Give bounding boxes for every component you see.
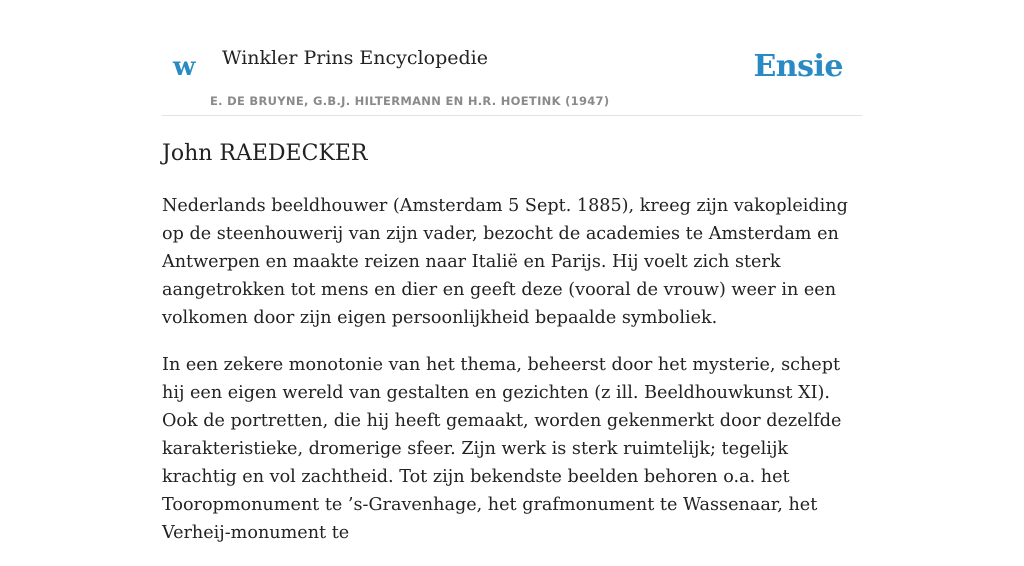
- entry-paragraph: In een zekere monotonie van het thema, beheerst door het mysterie, schept hij een eigen wereld van gestalten en gezichten (z ill. Beeldhouwkunst XI). Ook de portretten, die hij heeft gemaakt, worden gekenmerkt door dezelfde karakteristieke, dromerige sfeer. Zijn werk is sterk ruimtelijk; tegelijk krachtig en vol zachtheid. Tot zijn bekendste beelden behoren o.a. het Tooropmonument te ’s-Gravenhage, het grafmonument te Wassenaar, het Verheij-monument te: [162, 355, 842, 543]
- entry-body: [162, 192, 864, 566]
- site-header: [162, 0, 862, 116]
- publication-authors: E. DE BRUYNE, G.B.J. HILTERMANN EN H.R. HOETINK (1947): [210, 94, 610, 108]
- entry-title: John RAEDECKER: [162, 141, 368, 166]
- entry-paragraph: Nederlands beeldhouwer (Amsterdam 5 Sept. 1885), kreeg zijn vakopleiding op de steenhouwerij van zijn vader, bezocht de academies te Amsterdam en Antwerpen en maakte reizen naar Italië en Parijs. Hij voelt zich sterk aangetrokken tot mens en dier en geeft deze (vooral de vrouw) weer in een volkomen door zijn eigen persoonlijkheid bepaalde symboliek.: [162, 196, 848, 328]
- winkler-prins-logo[interactable]: w: [173, 52, 196, 82]
- ensie-logo[interactable]: Ensie: [753, 49, 843, 84]
- publication-title[interactable]: Winkler Prins Encyclopedie: [222, 47, 488, 69]
